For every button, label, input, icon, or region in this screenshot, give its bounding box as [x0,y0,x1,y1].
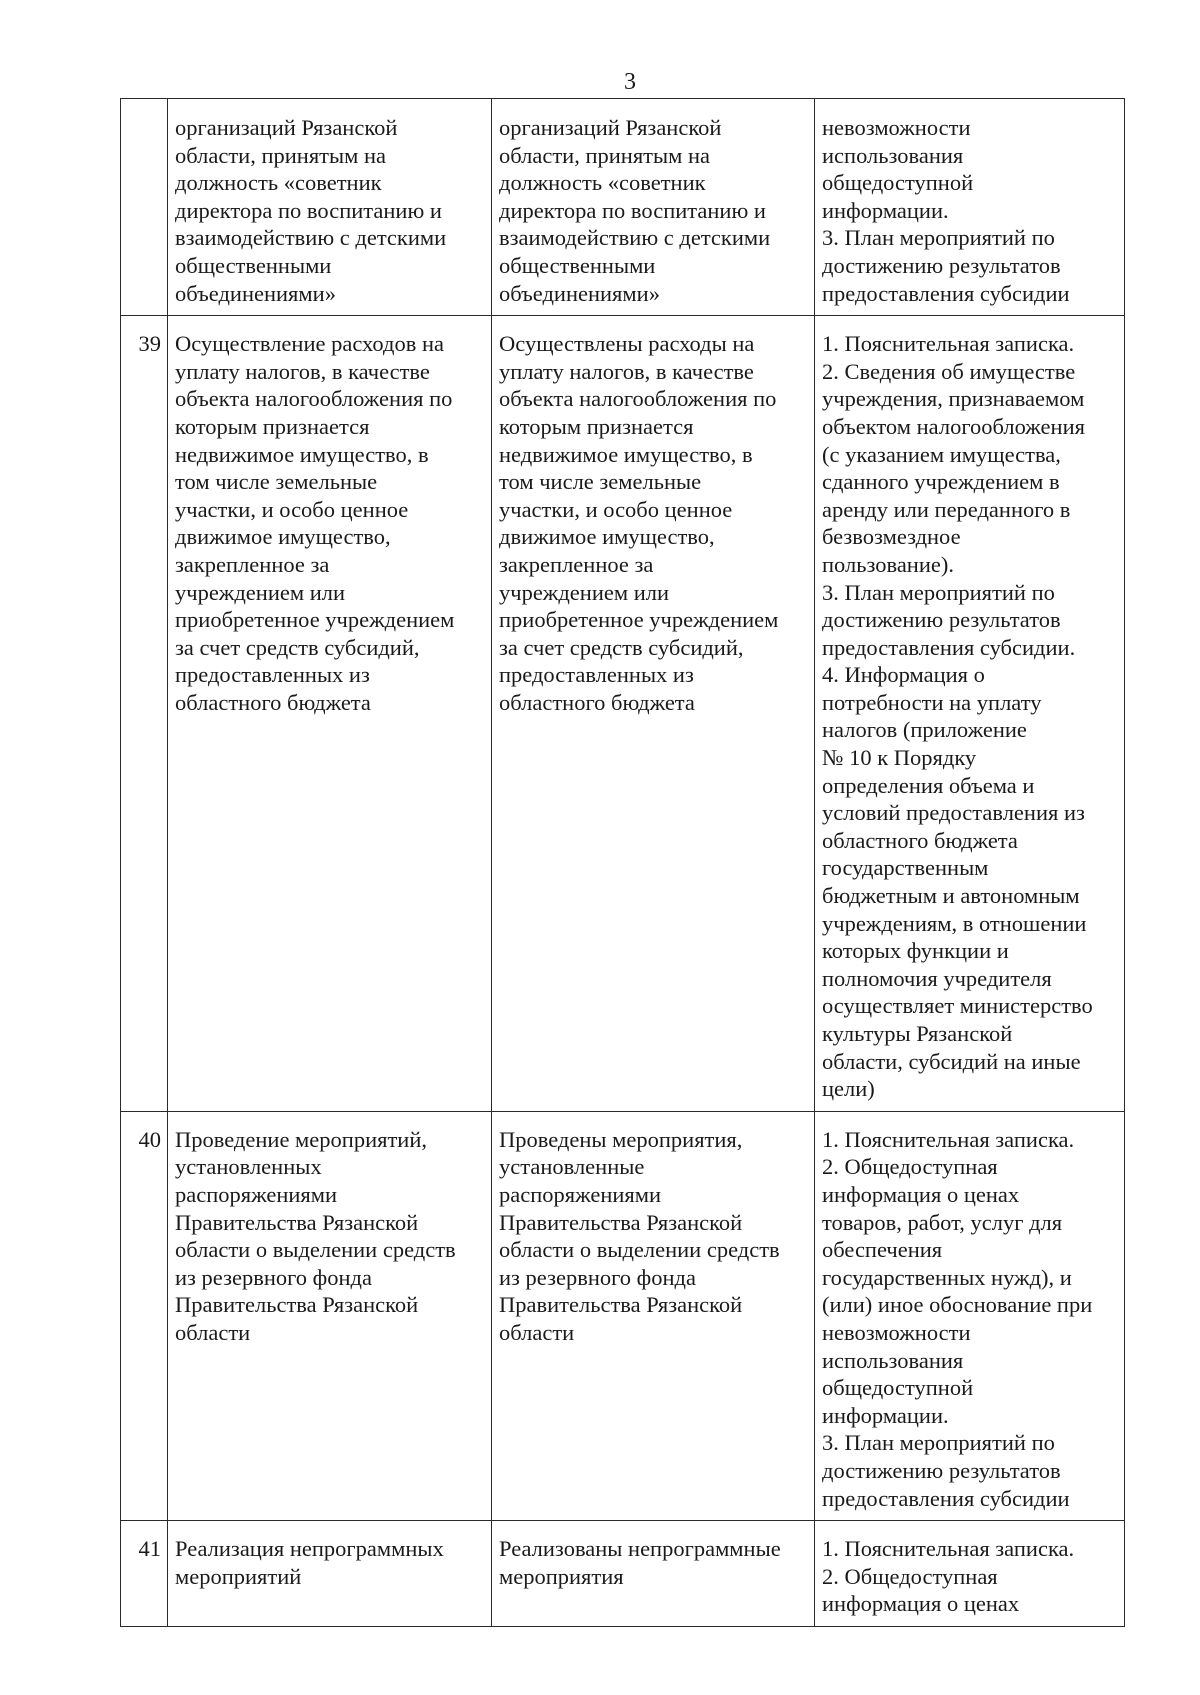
row-number-cell [121,99,168,316]
documents-list [822,330,1118,1103]
document-item: 2. Сведения об имуществе учреждения, признаваемом объектом налогообложения (с указанием имущества, сданного учреждением в аренду или переданного в безвозмездное пользование). [822,358,1085,577]
document-item: 4. Информация о потребности на уплату налогов (приложение № 10 к Порядку определения объема и условий предоставления из областного бюджета государственным бюджетным и автономным учреждениям, в отношении которых функции и полномочия учредителя осуществляет министерство культуры Рязанской области, субсидий на иные цели) [822,662,1093,1102]
document-item: 1. Пояснительная записка. [822,331,1075,357]
subsidy-documents-table [120,98,1125,1627]
page-number: 3 [624,69,636,95]
result-text: организаций Рязанской области, принятым на должность «советник директора по воспитанию и взаимодействию с детскими общественными объединениями» [499,115,771,306]
documents-list [822,1126,1118,1512]
activity-cell [168,99,492,316]
document-item: 3. План мероприятий по достижению результатов предоставления субсидии. [822,579,1076,660]
activity-text: Реализация непрограммных мероприятий [175,1536,444,1589]
table-row [121,1111,1125,1520]
document-item: невозможности использования общедоступной информации. [822,115,974,223]
document-item: 1. Пояснительная записка. [822,1536,1075,1562]
table-row [121,316,1125,1112]
document-item: 3. План мероприятий по достижению результатов предоставления субсидии [822,225,1070,306]
documents-cell [815,316,1125,1112]
result-text: Проведены мероприятия, установленные распоряжениями Правительства Рязанской области о выделении средств из резервного фонда Правительства Рязанской области [499,1126,780,1345]
activity-cell [168,1111,492,1520]
document-item: 1. Пояснительная записка. [822,1126,1075,1152]
activity-text: Осуществление расходов на уплату налогов, в качестве объекта налогообложения по которым признается недвижимое имущество, в том числе земельные участки, и особо ценное движимое имущество, закрепленное за учреждением или приобретенное учреждением за счет средств субсидий, предоставленных из областного бюджета [175,331,455,715]
documents-cell [815,1521,1125,1627]
table-row [121,99,1125,316]
document-item: 2. Общедоступная информация о ценах [822,1563,1020,1617]
row-number-cell: 40 [121,1111,168,1520]
activity-cell [168,1521,492,1627]
result-cell [492,1111,815,1520]
document-item: 2. Общедоступная информация о ценах товаров, работ, услуг для обеспечения государственных нужд), и (или) иное обоснование при невозможности использования общедоступной информации. [822,1154,1093,1428]
documents-list [822,1535,1118,1618]
activity-cell [168,316,492,1112]
documents-cell [815,1111,1125,1520]
activity-text: организаций Рязанской области, принятым на должность «советник директора по воспитанию и взаимодействию с детскими общественными объединениями» [175,115,447,306]
result-cell [492,316,815,1112]
documents-cell [815,99,1125,316]
document-item: 3. План мероприятий по достижению результатов предоставления субсидии [822,1430,1070,1511]
result-text: Осуществлены расходы на уплату налогов, в качестве объекта налогообложения по которым признается недвижимое имущество, в том числе земельные участки, и особо ценное движимое имущество, закрепленное за учреждением или приобретенное учреждением за счет средств субсидий, предоставленных из областного бюджета [499,331,779,715]
result-text: Реализованы непрограммные мероприятия [499,1536,781,1589]
documents-list [822,114,1118,307]
result-cell [492,1521,815,1627]
result-cell [492,99,815,316]
row-number-cell: 39 [121,316,168,1112]
table-row [121,1521,1125,1627]
row-number-cell: 41 [121,1521,168,1627]
activity-text: Проведение мероприятий, установленных распоряжениями Правительства Рязанской области о выделении средств из резервного фонда Правительства Рязанской области [175,1126,456,1345]
